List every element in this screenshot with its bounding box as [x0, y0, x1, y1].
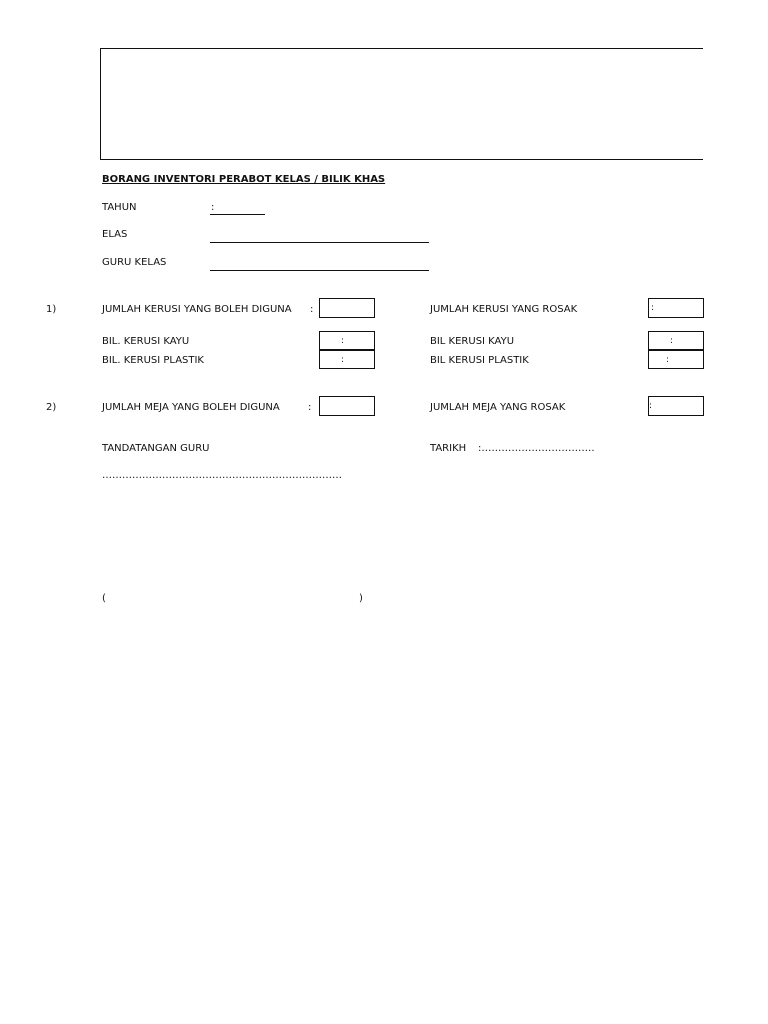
- rosak-kerusi-kayu-label: BIL KERUSI KAYU: [430, 336, 515, 347]
- kerusi-guna-label: JUMLAH KERUSI YANG BOLEH DIGUNA: [102, 304, 292, 315]
- bil-kerusi-kayu-label: BIL. KERUSI KAYU: [102, 336, 190, 347]
- bil-kerusi-kayu-box[interactable]: [319, 331, 375, 350]
- kerusi-rosak-label: JUMLAH KERUSI YANG ROSAK: [430, 304, 578, 315]
- meja-guna-label: JUMLAH MEJA YANG BOLEH DIGUNA: [102, 402, 280, 413]
- kelas-label: ELAS: [102, 229, 128, 240]
- bil-kerusi-kayu-value: :: [341, 336, 345, 346]
- form-title: BORANG INVENTORI PERABOT KELAS / BILIK KHAS: [102, 174, 386, 185]
- meja-rosak-box[interactable]: [648, 396, 704, 416]
- meja-rosak-label: JUMLAH MEJA YANG ROSAK: [430, 402, 566, 413]
- guru-kelas-input-line[interactable]: [210, 270, 429, 271]
- tarikh-value[interactable]: :…………………………….: [478, 443, 595, 454]
- kerusi-rosak-value: :: [651, 303, 655, 313]
- tarikh-label: TARIKH: [430, 443, 467, 454]
- name-paren-open: (: [102, 593, 106, 604]
- section-1-number: 1): [46, 304, 57, 315]
- kelas-input-line[interactable]: [210, 242, 429, 243]
- bil-kerusi-plastik-box[interactable]: [319, 350, 375, 369]
- tandatangan-guru-label: TANDATANGAN GURU: [102, 443, 210, 454]
- bil-kerusi-plastik-value: :: [341, 355, 345, 365]
- tahun-value[interactable]: :: [211, 202, 215, 213]
- signature-line[interactable]: ………………………………………………………………: [102, 470, 342, 481]
- tahun-underline: [210, 214, 265, 215]
- meja-guna-colon: :: [308, 402, 312, 413]
- kerusi-rosak-box[interactable]: [648, 298, 704, 318]
- rosak-kerusi-kayu-value: :: [670, 336, 674, 346]
- kerusi-guna-box[interactable]: [319, 298, 375, 318]
- tahun-label: TAHUN: [102, 202, 137, 213]
- name-paren-close: ): [359, 593, 363, 604]
- rosak-kerusi-kayu-box[interactable]: [648, 331, 704, 350]
- rosak-kerusi-plastik-value: :: [666, 355, 670, 365]
- rosak-kerusi-plastik-label: BIL KERUSI PLASTIK: [430, 355, 529, 366]
- rosak-kerusi-plastik-box[interactable]: [648, 350, 704, 369]
- bil-kerusi-plastik-label: BIL. KERUSI PLASTIK: [102, 355, 204, 366]
- kerusi-guna-colon: :: [310, 304, 314, 315]
- section-2-number: 2): [46, 402, 57, 413]
- guru-kelas-label: GURU KELAS: [102, 257, 167, 268]
- meja-guna-box[interactable]: [319, 396, 375, 416]
- header-box: [100, 48, 703, 160]
- meja-rosak-value: :: [649, 401, 653, 411]
